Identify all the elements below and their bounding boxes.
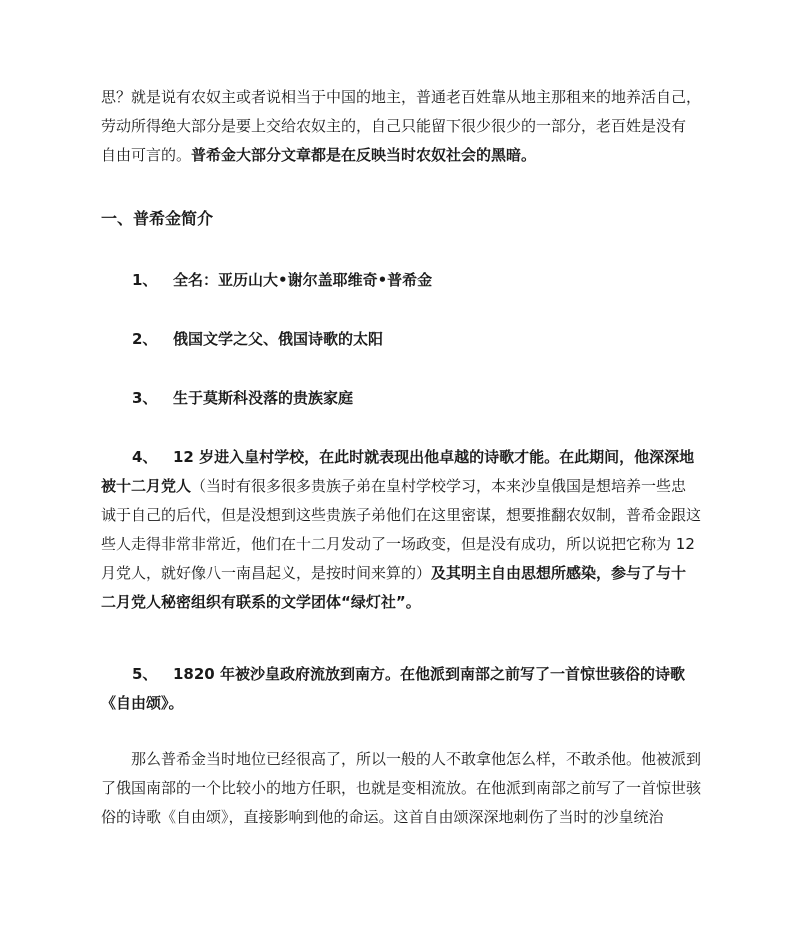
list-item-text: 生于莫斯科没落的贵族家庭 [173,389,354,407]
list-item-number: 2、 [132,330,158,348]
intro-paragraph [101,83,701,170]
item4-bold-3: 及其明主自由思想所感染，参与了与十二月党人秘密组织有联系的文学团体“绿灯社”。 [101,564,687,611]
intro-line-2: 劳动所得绝大部分是要上交给农奴主的，自己只能留下很少很少的一部分，老百姓是没有 [101,117,687,135]
intro-line-3: 自由可言的。 [101,146,192,164]
body-paragraph: 那么普希金当时地位已经很高了，所以一般的人不敢拿他怎么样，不敢杀他。他被派到了俄国南部的一个比较小的地方任职，也就是变相流放。在他派到南部之前写了一首惊世骇俗的诗歌《自由颂》，直接影响到他的命运。这首自由颂深深地刺伤了当时的沙皇统治 [101,750,702,826]
item4-explanation: （当时有很多很多贵族子弟在皇村学校学习，本来沙皇俄国是想培养一些忠诚于自己的后代，但是没想到这些贵族子弟他们在这里密谋，想要推翻农奴制，普希金跟这些人走得非常非常近，他们在十二月发动了一场政变，但是没有成功，所以说把它称为 12 月党人，就好像八一南昌起义，是按时间来算的） [101,477,702,582]
intro-bold-sentence: 普希金大部分文章都是在反映当时农奴社会的黑暗。 [191,146,537,164]
intro-line-1: 思？就是说有农奴主或者说相当于中国的地主，普通老百姓靠从地主那租来的地养活自己， [101,88,702,106]
list-item-number: 3、 [132,389,158,407]
list-item-1 [101,269,432,291]
list-item-text: 全名：亚历山大•谢尔盖耶维奇•普希金 [173,271,433,289]
list-item-3 [101,387,353,409]
section-heading: 一、普希金简介 [101,209,214,228]
list-item-4 [101,443,701,617]
list-item-number: 1、 [132,271,158,289]
item4-bold-2: 被十二月党人 [101,477,192,495]
list-item-number: 4、 [132,448,158,466]
item4-bold-1: 12 岁进入皇村学校，在此时就表现出他卓越的诗歌才能。在此期间，他深深地 [173,448,695,466]
list-item-2 [101,328,383,350]
list-item-text: 俄国文学之父、俄国诗歌的太阳 [173,330,384,348]
list-item-text: 1820 年被沙皇政府流放到南方。在他派到南部之前写了一首惊世骇俗的诗歌《自由颂》。 [101,665,685,712]
list-item-5 [101,660,701,718]
list-item-number: 5、 [132,665,158,683]
